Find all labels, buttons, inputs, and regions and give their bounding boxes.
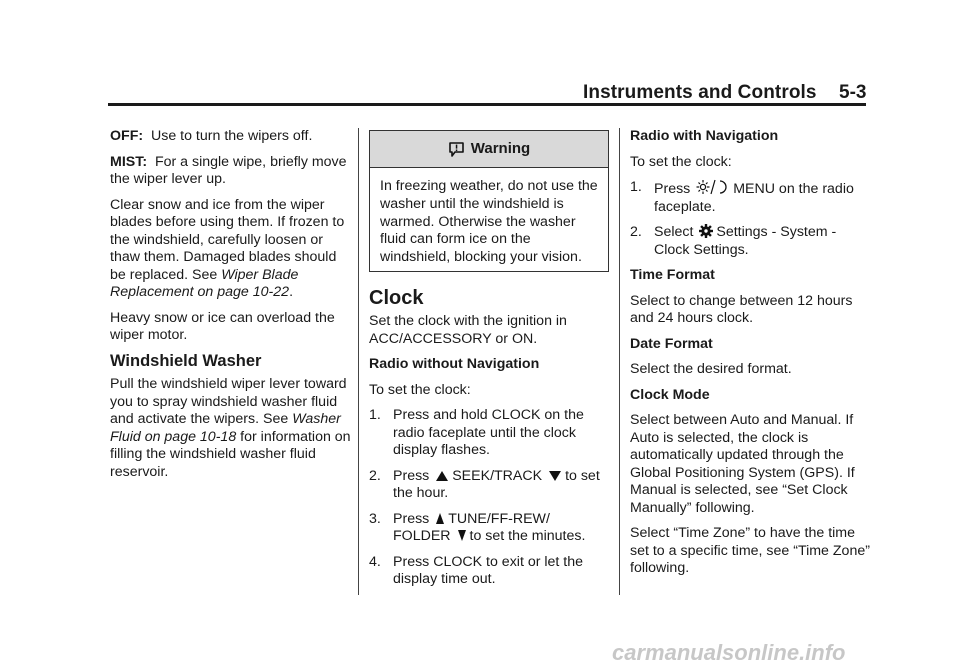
radio-with-nav-heading: Radio with Navigation bbox=[630, 128, 779, 144]
step-post: to set the minutes. bbox=[469, 528, 586, 545]
wiper-blade-reference[interactable]: Wiper Blade Replacement on page 10-22 bbox=[110, 266, 299, 300]
washer-text-2: for information on filling the windshield washer fluid reservoir. bbox=[110, 428, 351, 480]
step-text: Press and hold CLOCK on the radio faceplate until the clock display flashes. bbox=[393, 407, 584, 459]
clock-intro: Set the clock with the ignition in ACC/ACCESSORY or ON. bbox=[369, 313, 567, 347]
time-zone-text: Select “Time Zone” to have the time set to a specific time, see “Time Zone” following. bbox=[630, 525, 870, 576]
nav-step-1 bbox=[630, 179, 870, 216]
washer-text-1: Pull the windshield wiper lever toward you to spray windshield washer fluid and activate the wipers. See bbox=[110, 376, 347, 427]
date-format-heading: Date Format bbox=[630, 335, 713, 352]
column-2 bbox=[369, 128, 609, 597]
mist-label: MIST: bbox=[110, 153, 148, 170]
step-text: Press CLOCK to exit or let the display time out. bbox=[393, 553, 584, 588]
step-pre: Press bbox=[393, 510, 430, 527]
step-1 bbox=[369, 407, 609, 460]
off-label: OFF: bbox=[110, 128, 144, 144]
column-3 bbox=[630, 128, 870, 586]
step-text bbox=[393, 511, 609, 546]
gear-icon bbox=[699, 224, 713, 238]
step-number: 4. bbox=[369, 553, 381, 570]
watermark: carmanualsonline.info bbox=[612, 640, 846, 665]
step-pre: Select bbox=[654, 224, 694, 240]
step-mid: SEEK/TRACK bbox=[452, 467, 543, 484]
mist-text: For a single wipe, briefly move the wiper lever up. bbox=[110, 153, 347, 187]
nav-step-2 bbox=[630, 224, 870, 259]
clock-mode-heading: Clock Mode bbox=[630, 386, 710, 403]
step-3 bbox=[369, 511, 609, 546]
warning-title: Warning bbox=[470, 140, 531, 158]
step-number: 1. bbox=[369, 407, 381, 424]
clock-mode-text: Select between Auto and Manual. If Auto is selected, the clock is automatically updated through the Global Positioning System (GPS). If Manual is selected, see “Set Clock Manually” following. bbox=[630, 412, 855, 516]
sun-moon-menu-icon bbox=[696, 179, 730, 195]
step-number: 1. bbox=[630, 179, 642, 195]
warning-box bbox=[369, 130, 609, 272]
step-post: MENU on the radio faceplate. bbox=[654, 181, 854, 215]
washer-heading: Windshield Washer bbox=[110, 351, 262, 370]
clear-text: Clear snow and ice from the wiper blades before using them. If frozen to the windshield, carefully loosen or thaw them. Damaged blades should be replaced. See bbox=[110, 196, 345, 283]
time-format-heading: Time Format bbox=[630, 267, 715, 283]
warning-text: In freezing weather, do not use the washer until the windshield is warmed. Otherwise the washer fluid can form ice on the windshield, blocking your vision. bbox=[380, 178, 598, 266]
step-text bbox=[654, 179, 870, 216]
off-paragraph bbox=[110, 128, 352, 146]
step-post: to set the hour. bbox=[393, 467, 600, 502]
off-text: Use to turn the wipers off. bbox=[150, 128, 313, 144]
seek-down-icon bbox=[548, 470, 562, 482]
column-divider-2 bbox=[619, 128, 620, 595]
mist-paragraph bbox=[110, 154, 352, 189]
warning-icon bbox=[448, 141, 465, 158]
washer-fluid-reference[interactable]: Washer Fluid on page 10-18 bbox=[110, 411, 341, 445]
seek-up-icon bbox=[435, 470, 449, 482]
tune-up-icon bbox=[435, 512, 445, 525]
step-pre: Press bbox=[654, 181, 691, 197]
header-rule bbox=[108, 103, 866, 106]
washer-paragraph bbox=[110, 376, 352, 481]
clear-paragraph: Clear snow and ice from the wiper blades before using them. If frozen to the windshield, carefully loosen or thaw them. Damaged blades should be replaced. See Wiper Blade Replacement on page 10-22. bbox=[110, 196, 345, 300]
step-number: 3. bbox=[369, 510, 381, 527]
column-divider-1 bbox=[358, 128, 359, 595]
section-title: Instruments and Controls bbox=[583, 82, 817, 103]
column-1 bbox=[110, 128, 352, 489]
clock-heading: Clock bbox=[369, 286, 424, 309]
radio-without-nav-heading: Radio without Navigation bbox=[369, 356, 540, 373]
date-format-text: Select the desired format. bbox=[630, 361, 792, 377]
step-text bbox=[393, 468, 609, 503]
to-set-clock: To set the clock: bbox=[369, 381, 471, 398]
step-2 bbox=[369, 468, 609, 503]
step-pre: Press bbox=[393, 467, 430, 484]
time-format-text: Select to change between 12 hours and 24 hours clock. bbox=[630, 292, 853, 326]
heavy-paragraph: Heavy snow or ice can overload the wiper motor. bbox=[110, 309, 335, 343]
tune-down-icon bbox=[457, 529, 467, 542]
step-mid: TUNE/FF-REW/ FOLDER bbox=[393, 510, 550, 545]
step-post: Settings - System - Clock Settings. bbox=[654, 224, 837, 258]
warning-header bbox=[370, 131, 608, 168]
to-set-clock-nav: To set the clock: bbox=[630, 153, 732, 170]
page-number: 5-3 bbox=[839, 82, 867, 103]
step-number: 2. bbox=[630, 224, 642, 240]
step-number: 2. bbox=[369, 467, 381, 484]
step-text bbox=[654, 224, 870, 259]
step-4 bbox=[369, 554, 609, 589]
